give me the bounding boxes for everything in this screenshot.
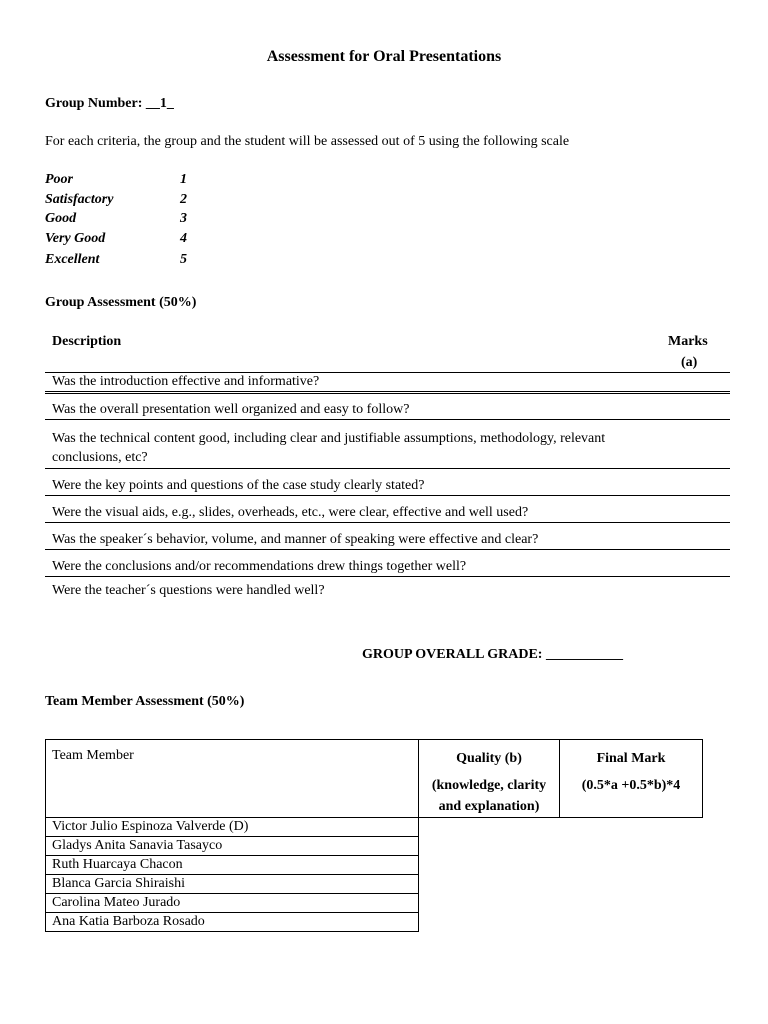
page-title: Assessment for Oral Presentations [266, 48, 502, 65]
scale-label: Satisfactory [45, 192, 114, 207]
member-name: Blanca Garcia Shiraishi [46, 875, 419, 894]
quality-header-sub: (knowledge, clarity [431, 778, 547, 793]
member-name: Victor Julio Espinoza Valverde (D) [46, 818, 419, 837]
scale-value: 1 [180, 172, 187, 187]
row-divider [45, 419, 730, 420]
scale-label: Very Good [45, 231, 106, 246]
scale-value: 5 [180, 252, 187, 267]
quality-header-label: Quality (b) [456, 751, 522, 766]
table-row [46, 913, 703, 932]
team-table-header-row [46, 740, 703, 818]
question-text: Was the overall presentation well organized and easy to follow? [52, 402, 410, 417]
member-name: Ana Katia Barboza Rosado [46, 913, 419, 932]
team-member-table [45, 739, 703, 932]
team-member-header-label: Team Member [52, 748, 134, 763]
row-divider [45, 391, 730, 392]
table-row [46, 837, 703, 856]
final-mark-header-sub: (0.5*a +0.5*b)*4 [581, 778, 681, 793]
question-text: Was the introduction effective and informative? [52, 374, 320, 389]
row-divider [45, 576, 730, 577]
marks-subheader: (a) [681, 355, 698, 370]
group-overall-grade: GROUP OVERALL GRADE: ___________ [362, 647, 623, 662]
scale-value: 2 [180, 192, 187, 207]
description-header: Description [52, 334, 122, 349]
team-member-header [46, 740, 419, 818]
scale-intro: For each criteria, the group and the student will be assessed out of 5 using the following scale [45, 134, 570, 149]
scale-label: Poor [45, 172, 73, 187]
marks-header: Marks [668, 334, 708, 349]
table-row [46, 856, 703, 875]
member-name: Carolina Mateo Jurado [46, 894, 419, 913]
question-text: Was the speaker´s behavior, volume, and manner of speaking were effective and clear? [52, 532, 539, 547]
final-mark-header [560, 740, 703, 818]
row-divider [45, 468, 730, 469]
question-text: conclusions, etc? [52, 450, 148, 465]
row-divider [45, 393, 730, 394]
question-text: Was the technical content good, including clear and justifiable assumptions, methodology, relevant [52, 431, 606, 446]
quality-header-sub: and explanation) [438, 799, 540, 814]
question-text: Were the visual aids, e.g., slides, overheads, etc., were clear, effective and well used? [52, 505, 529, 520]
scale-value: 4 [180, 231, 187, 246]
row-divider [45, 522, 730, 523]
table-row [46, 894, 703, 913]
scale-label: Excellent [45, 252, 100, 267]
member-name: Gladys Anita Sanavia Tasayco [46, 837, 419, 856]
row-divider [45, 495, 730, 496]
question-text: Were the teacher´s questions were handled well? [52, 583, 325, 598]
scale-value: 3 [180, 211, 187, 226]
scale-label: Good [45, 211, 77, 226]
final-mark-header-label: Final Mark [596, 751, 666, 766]
table-row [46, 875, 703, 894]
row-divider [45, 549, 730, 550]
group-number: Group Number: __1_ [45, 96, 174, 111]
question-text: Were the key points and questions of the case study clearly stated? [52, 478, 425, 493]
member-name: Ruth Huarcaya Chacon [46, 856, 419, 875]
group-assessment-heading: Group Assessment (50%) [45, 295, 197, 310]
team-assessment-heading: Team Member Assessment (50%) [45, 694, 245, 709]
quality-header [419, 740, 560, 818]
question-text: Were the conclusions and/or recommendations drew things together well? [52, 559, 467, 574]
table-row [46, 818, 703, 837]
